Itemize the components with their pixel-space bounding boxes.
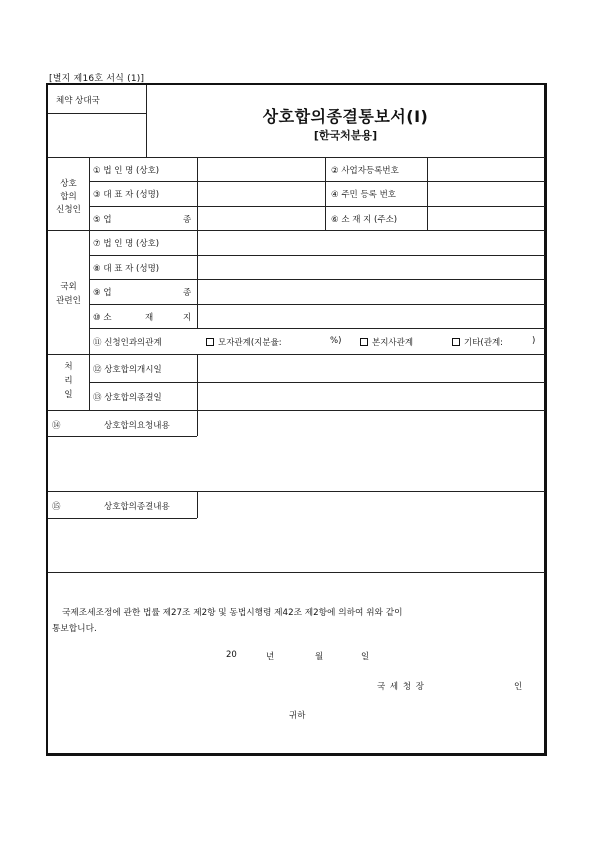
field-resident-reg-no: ④ 주민 등록 번호: [331, 190, 396, 200]
date-year: 20: [226, 650, 237, 660]
field-foreign-location-a: ⑩ 소: [93, 313, 112, 323]
form-number: [별지 제16호 서식 (1)]: [49, 74, 145, 84]
col-line: [197, 491, 198, 518]
processing-label-2: 리: [64, 376, 73, 386]
row-line: [89, 255, 545, 256]
row-line: [89, 279, 545, 280]
applicant-label-1: 상호: [60, 179, 77, 189]
option-other-label: 기타(관계:: [464, 338, 504, 348]
row-line: [89, 181, 545, 182]
processing-label-1: 처: [64, 362, 73, 372]
col-line: [427, 157, 428, 230]
row-line: [48, 436, 197, 437]
seal-mark: 인: [514, 682, 523, 692]
option-branch-label: 본지사관계: [372, 338, 414, 348]
row-line: [48, 230, 545, 231]
foreign-label-2: 관련인: [56, 296, 81, 306]
row-line: [48, 354, 545, 355]
statement-line-1: 국제조세조정에 관한 법률 제27조 제2항 및 동법시행령 제42조 제2항에 의하여 위와 같이: [62, 608, 403, 618]
field-foreign-location-c: 지: [183, 313, 192, 323]
issuer: 국 세 청 장: [377, 682, 425, 692]
date-day-unit: 일: [361, 652, 370, 662]
field-foreign-location-b: 재: [145, 313, 154, 323]
option-parent-sub-unit: %): [330, 336, 342, 346]
option-other-close: ): [532, 336, 536, 346]
applicant-label-3: 신청인: [56, 205, 81, 215]
processing-label-3: 일: [64, 390, 73, 400]
recipient-suffix: 귀하: [289, 711, 306, 721]
date-month-unit: 월: [315, 652, 324, 662]
field-start-date: ⑫ 상호합의개시일: [93, 365, 162, 375]
field-conclusion-content: 상호합의종결내용: [104, 502, 170, 512]
row-line: [89, 206, 545, 207]
treaty-divider: [48, 113, 146, 114]
field-address: ⑥ 소 재 지 (주소): [331, 215, 398, 225]
row-line: [48, 518, 197, 519]
field-foreign-corp-name: ⑦ 법 인 명 (상호): [93, 239, 160, 249]
applicant-label-2: 합의: [60, 192, 77, 202]
field-foreign-representative: ⑧ 대 표 자 (성명): [93, 264, 160, 274]
row-line: [48, 157, 545, 158]
checkbox-icon[interactable]: [206, 338, 214, 346]
field-foreign-business-a: ⑨ 업: [93, 288, 112, 298]
option-parent-sub[interactable]: [206, 336, 282, 348]
option-parent-sub-label: 모자관계(지분율:: [218, 338, 282, 348]
row-line: [89, 304, 545, 305]
col-line: [197, 410, 198, 436]
field-representative: ③ 대 표 자 (성명): [93, 190, 160, 200]
field-corp-name: ① 법 인 명 (상호): [93, 166, 160, 176]
form-subtitle: [한국처분용]: [313, 129, 378, 142]
row-line: [48, 572, 545, 573]
row-line: [89, 328, 545, 329]
field-end-date: ⑬ 상호합의종결일: [93, 393, 162, 403]
field-business-reg-no: ② 사업자등록번호: [331, 166, 399, 176]
statement-line-2: 통보합니다.: [52, 624, 97, 634]
field15-number: ⑮: [52, 502, 61, 512]
field-business-type-a: ⑤ 업: [93, 215, 112, 225]
field-business-type-b: 종: [183, 215, 192, 225]
option-branch[interactable]: [360, 336, 413, 348]
field-relationship: ⑪ 신청인과의관계: [93, 338, 162, 348]
row-line: [48, 410, 545, 411]
row-line: [89, 382, 545, 383]
field14-number: ⑭: [52, 421, 61, 431]
date-year-unit: 년: [266, 652, 275, 662]
col-line: [197, 157, 198, 328]
checkbox-icon[interactable]: [360, 338, 368, 346]
treaty-label: 체약 상대국: [56, 96, 100, 106]
field-request-content: 상호합의요청내용: [104, 421, 170, 431]
form-title: 상호합의종결통보서(Ⅰ): [262, 107, 429, 126]
col-line: [89, 157, 90, 410]
field-foreign-business-b: 종: [183, 288, 192, 298]
option-other[interactable]: [452, 336, 503, 348]
row-line: [48, 491, 545, 492]
foreign-label-1: 국외: [60, 282, 77, 292]
col-line: [197, 354, 198, 410]
checkbox-icon[interactable]: [452, 338, 460, 346]
col-line: [325, 157, 326, 230]
